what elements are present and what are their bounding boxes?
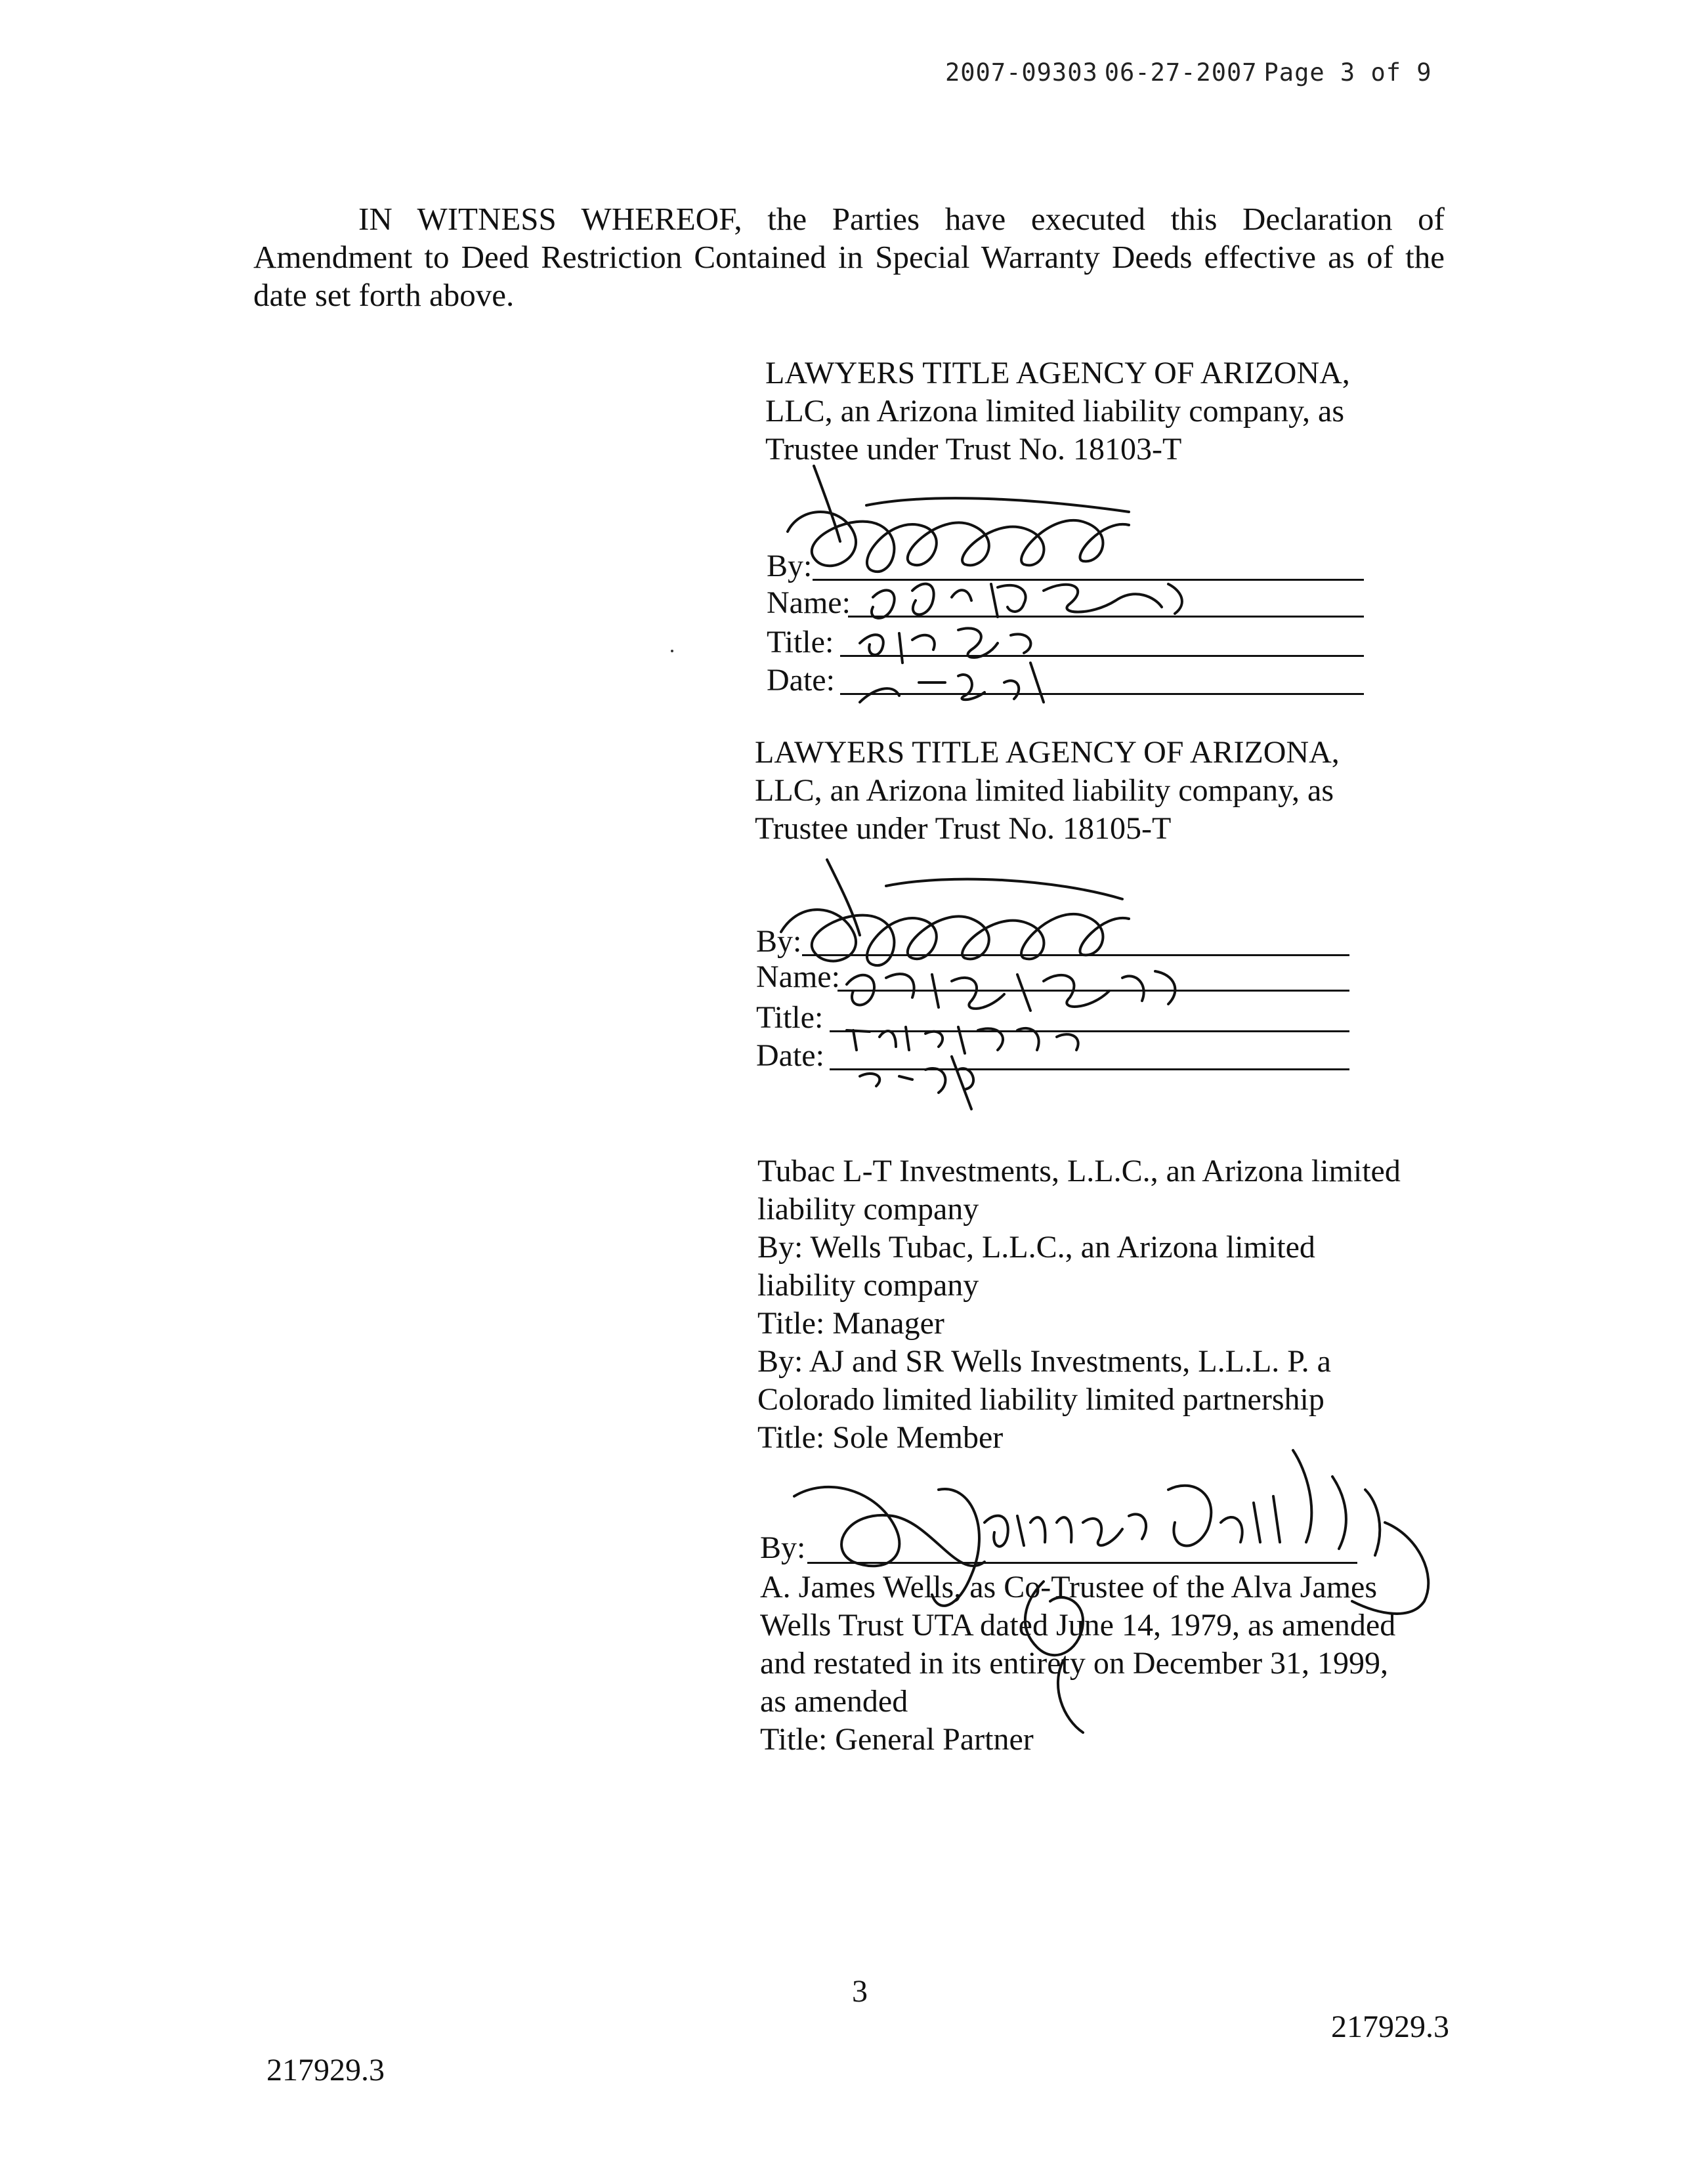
party-line: Colorado limited liability limited partnership [757,1382,1325,1417]
date-label: Date: [767,663,835,698]
signatory-block-2 [755,734,1340,848]
party-line: LLC, an Arizona limited liability company, as [755,773,1334,808]
recording-date: 06-27-2007 [1104,58,1258,87]
party-line: LLC, an Arizona limited liability company, as [765,394,1345,429]
signer-line: and restated in its entirety on December 31, 1999, [760,1646,1389,1681]
party-line: LAWYERS TITLE AGENCY OF ARIZONA, [765,356,1350,390]
signer-line: A. James Wells, as Co-Trustee of the Alva James [760,1570,1378,1605]
by-label: By: [760,1530,806,1565]
recording-number: 2007-09303 [945,58,1098,87]
page-label: Page 3 of 9 [1263,58,1432,87]
name-label: Name: [767,585,851,620]
by-label: By: [767,549,813,583]
document-ref-right: 217929.3 [1331,2009,1449,2044]
party-line: LAWYERS TITLE AGENCY OF ARIZONA, [755,735,1340,770]
speck-mark [671,650,673,652]
signatory-block-3 [757,1152,1401,1457]
party-line: Title: Sole Member [757,1420,1004,1455]
signer-line: Wells Trust UTA dated June 14, 1979, as amended [760,1608,1396,1643]
party-line: Trustee under Trust No. 18105-T [755,811,1172,846]
document-ref-left: 217929.3 [266,2053,385,2088]
party-line: Trustee under Trust No. 18103-T [765,432,1182,467]
witness-paragraph: IN WITNESS WHEREOF, the Parties have executed this Declaration of Amendment to Deed Restriction Contained in Special Warranty Deeds effective as of the date set forth above. [253,201,1445,313]
title-label: Title: [767,625,834,660]
party-line: By: AJ and SR Wells Investments, L.L.L. P. a [757,1344,1331,1379]
signatory-block-1 [765,354,1350,469]
party-line: Tubac L-T Investments, L.L.C., an Arizona limited [757,1154,1401,1188]
recording-stamp [945,54,1439,92]
name-label: Name: [756,959,840,994]
signer-line: Title: General Partner [760,1722,1034,1757]
party-line: liability company [757,1268,979,1303]
date-label: Date: [756,1038,824,1073]
by-label: By: [756,924,802,959]
title-label: Title: [756,1000,824,1035]
page-number: 3 [852,1974,868,2009]
party-line: liability company [757,1192,979,1227]
party-line: By: Wells Tubac, L.L.C., an Arizona limited [757,1230,1315,1265]
signer-line: as amended [760,1684,908,1719]
party-line: Title: Manager [757,1306,944,1341]
